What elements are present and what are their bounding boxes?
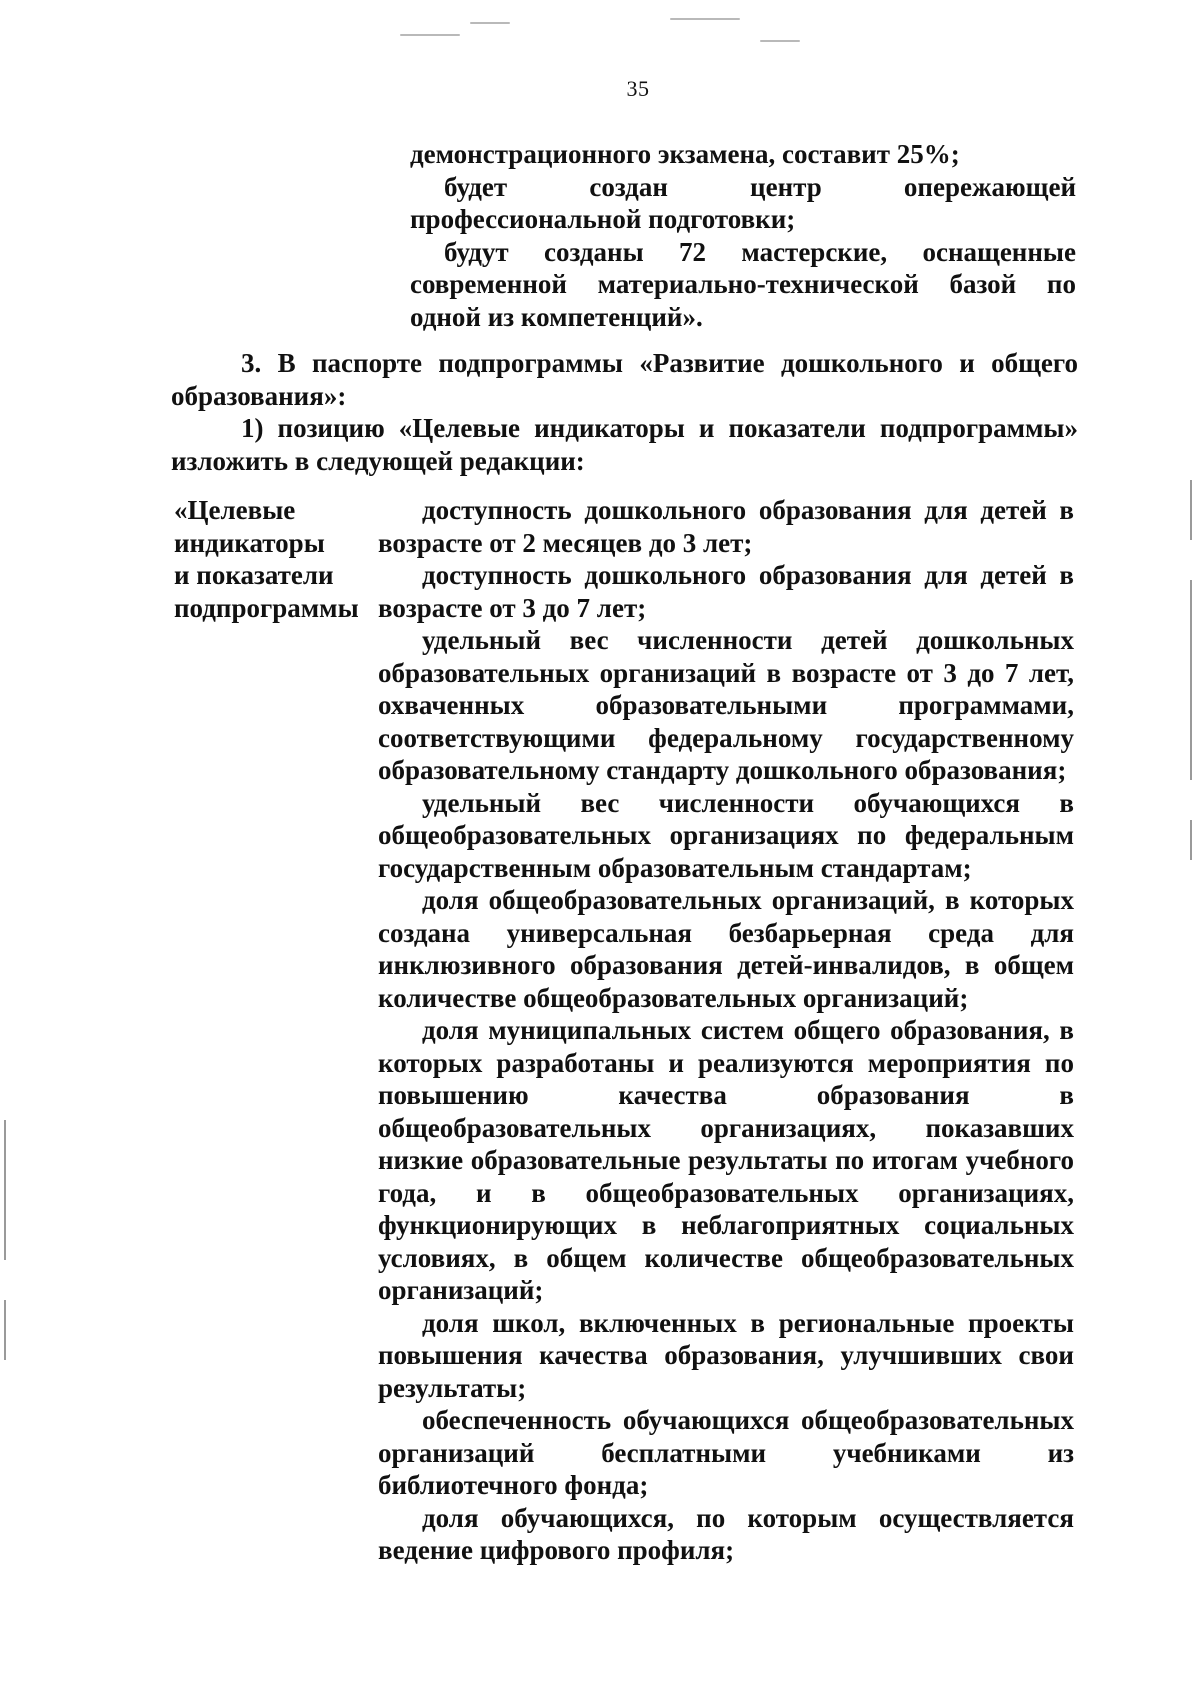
scan-edge-line [1190,480,1192,540]
scan-edge-line [1190,820,1192,860]
scan-edge-line [4,1120,6,1260]
indicator-list [378,494,1074,1567]
label-line: и показатели [174,560,334,590]
scan-artifact [670,18,740,20]
indicator-item: удельный вес численности обучающихся в общеобразовательных организациях по федеральным государственным образовательным стандартам; [378,787,1074,883]
scan-artifact [760,40,800,42]
paragraph: будут созданы 72 мастерские, оснащенные современной материально-технической базой по одной из компетенций». [410,236,1076,332]
label-line: индикаторы [174,527,325,558]
page-number: 35 [626,76,650,101]
indicator-item: удельный вес численности детей дошкольных образовательных организаций в возрасте от 3 до 7 лет, охваченных образовательными программами, соответствующими федеральному государственному образовательному стандарту дошкольного образования; [378,625,1074,785]
section-heading: 3. В паспорте подпрограммы «Развитие дошкольного и общего образования»: [171,348,1078,411]
indicator-item: доля школ, включенных в региональные проекты повышения качества образования, улучшивших свои результаты; [378,1307,1074,1403]
scan-edge-line [4,1300,6,1360]
label-line: «Целевые [174,495,296,525]
scan-edge-line [1190,580,1192,780]
indicator-item: доля общеобразовательных организаций, в которых создана универсальная безбарьерная среда для инклюзивного образования детей-инвалидов, в общем количестве общеобразовательных организаций; [378,885,1074,1013]
indicator-item: доля обучающихся, по которым осуществляется ведение цифрового профиля; [378,1502,1074,1565]
paragraph: будет создан центр опережающей профессиональной подготовки; [410,171,1076,234]
label-line: подпрограммы [174,592,359,623]
indicator-item: доступность дошкольного образования для детей в возрасте от 2 месяцев до 3 лет; [378,495,1074,558]
indicator-label [174,494,374,624]
indicator-item: доступность дошкольного образования для детей в возрасте от 3 до 7 лет; [378,560,1074,623]
section-item: 1) позицию «Целевые индикаторы и показатели подпрограммы» изложить в следующей редакции: [171,413,1078,476]
scan-artifact [400,34,460,36]
indicator-item: обеспеченность обучающихся общеобразовательных организаций бесплатными учебниками из библиотечного фонда; [378,1405,1074,1500]
section-3 [171,347,1078,477]
indicator-item: доля муниципальных систем общего образования, в которых разработаны и реализуются мероприятия по повышению качества образования в общеобразовательных организациях, показавших низкие образовательные результаты по итогам учебного года, и в общеобразовательных организациях, функционирующих в неблагоприятных социальных условиях, в общем количестве общеобразовательных организаций; [378,1015,1074,1305]
paragraph: демонстрационного экзамена, составит 25%; [410,139,960,169]
continuation-text [410,138,1076,333]
scan-artifact [470,22,510,24]
